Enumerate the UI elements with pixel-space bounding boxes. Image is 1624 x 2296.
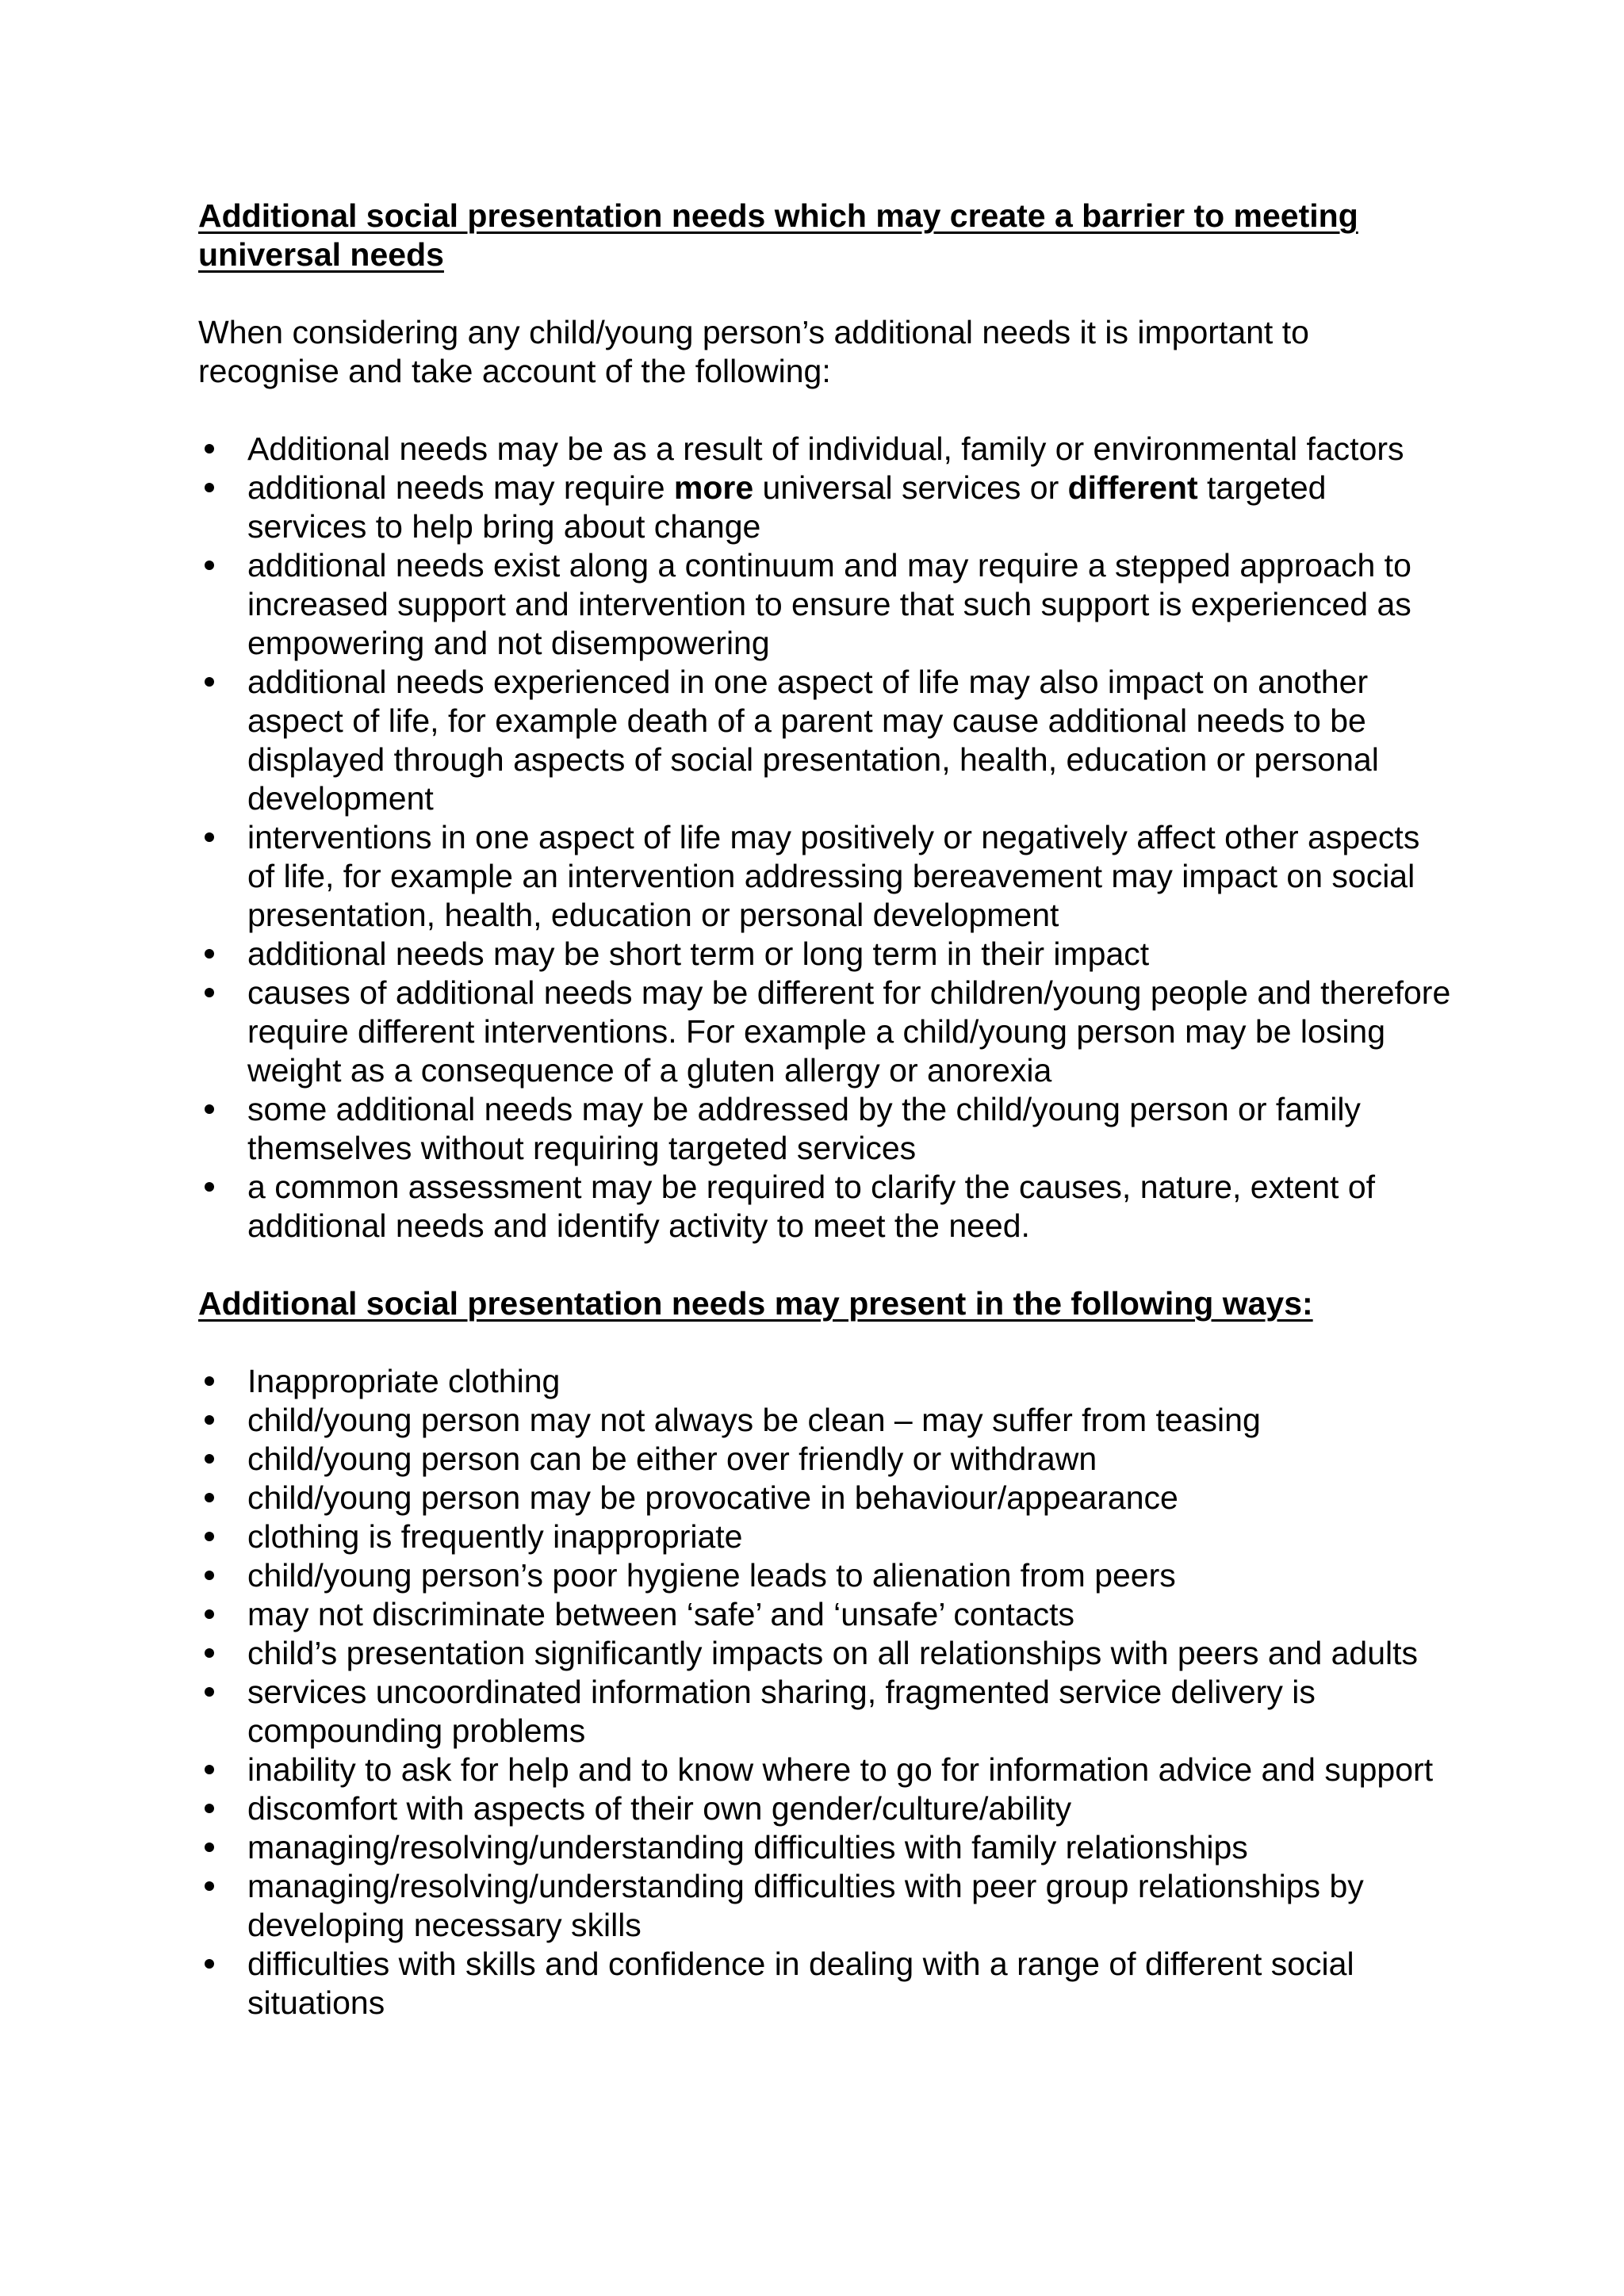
list-item [198, 430, 1451, 469]
bullet-icon [205, 677, 214, 687]
list-item [198, 1556, 1451, 1595]
bullet-icon [205, 1571, 214, 1580]
list-item-text: additional needs exist along a continuum and may require a stepped approach to increased support and intervention to ensure that such support is experienced as empowering and not disempowering [247, 547, 1411, 661]
bullet-icon [205, 1687, 214, 1697]
list-item [198, 818, 1451, 935]
bullet-icon [205, 1843, 214, 1852]
list-item-text: child/young person’s poor hygiene leads to alienation from peers [247, 1557, 1176, 1594]
list-item [198, 663, 1451, 818]
bullet-icon [205, 988, 214, 997]
list-item-text: Inappropriate clothing [247, 1363, 561, 1399]
list-item-text: clothing is frequently inappropriate [247, 1518, 743, 1555]
section-2-heading: Additional social presentation needs may present in the following ways: [198, 1285, 1313, 1322]
list-item [198, 1634, 1451, 1673]
section-1-intro: When considering any child/young person’s additional needs it is important to recognise and take account of the following: [198, 314, 1309, 389]
list-item [198, 935, 1451, 974]
list-item-text-middle: universal services or [753, 469, 1068, 506]
list-item-text: discomfort with aspects of their own gender/culture/ability [247, 1790, 1072, 1827]
list-item [198, 1789, 1451, 1828]
bullet-icon [205, 1532, 214, 1541]
list-item-text: child’s presentation significantly impacts on all relationships with peers and adults [247, 1635, 1419, 1671]
list-item-text: managing/resolving/understanding difficulties with peer group relationships by developing necessary skills [247, 1868, 1364, 1943]
list-item [198, 1828, 1451, 1867]
list-item [198, 1401, 1451, 1440]
section-2-bullet-list [198, 1362, 1451, 2022]
bullet-icon [205, 1881, 214, 1891]
list-item [198, 1090, 1451, 1168]
list-item-text: may not discriminate between ‘safe’ and ‘unsafe’ contacts [247, 1596, 1075, 1632]
list-item [198, 974, 1451, 1090]
list-item [198, 1751, 1451, 1789]
list-item-text: causes of additional needs may be different for children/young people and therefore require different interventions. For example a child/young person may be losing weight as a consequence of a gluten allergy or anorexia [247, 974, 1451, 1089]
list-item [198, 546, 1451, 663]
list-item-text: inability to ask for help and to know where to go for information advice and support [247, 1751, 1434, 1788]
bullet-icon [205, 832, 214, 842]
bullet-icon [205, 1804, 214, 1813]
document-page [198, 197, 1451, 2022]
list-item-text: additional needs may be short term or long term in their impact [247, 936, 1150, 972]
list-item [198, 1479, 1451, 1517]
list-item [198, 1440, 1451, 1479]
list-item-text: difficulties with skills and confidence in dealing with a range of different social situations [247, 1946, 1354, 2021]
list-item [198, 1362, 1451, 1401]
list-item-text: child/young person can be either over friendly or withdrawn [247, 1441, 1097, 1477]
bullet-icon [205, 483, 214, 492]
list-item-text: child/young person may be provocative in behaviour/appearance [247, 1479, 1178, 1516]
bullet-icon [205, 1376, 214, 1386]
list-item-text: child/young person may not always be clean – may suffer from teasing [247, 1402, 1261, 1438]
list-item-text: managing/resolving/understanding difficulties with family relationships [247, 1829, 1248, 1866]
list-item-text: services uncoordinated information sharing, fragmented service delivery is compounding problems [247, 1674, 1316, 1749]
bullet-icon [205, 1959, 214, 1969]
bullet-icon [205, 949, 214, 959]
bullet-icon [205, 1415, 214, 1425]
bullet-icon [205, 1454, 214, 1464]
section-1-heading: Additional social presentation needs which may create a barrier to meeting universal needs [198, 197, 1358, 273]
list-item [198, 1595, 1451, 1634]
bullet-icon [205, 1182, 214, 1192]
list-item-text-end: targeted services to help bring about change [247, 469, 1327, 545]
bullet-icon [205, 1609, 214, 1619]
list-item-text: Additional needs may be as a result of individual, family or environmental factors [247, 430, 1404, 467]
list-item-text: additional needs experienced in one aspect of life may also impact on another aspect of life, for example death of a parent may cause additional needs to be displayed through aspects of social presentation, health, education or personal development [247, 664, 1379, 817]
list-item-text: interventions in one aspect of life may positively or negatively affect other aspects of life, for example an intervention addressing bereavement may impact on social presentation, health, education or personal development [247, 819, 1420, 933]
section-1-bullet-list [198, 430, 1451, 1246]
bullet-icon [205, 1104, 214, 1114]
bullet-icon [205, 1648, 214, 1658]
bullet-icon [205, 444, 214, 453]
list-item-text: a common assessment may be required to clarify the causes, nature, extent of additional needs and identify activity to meet the need. [247, 1169, 1376, 1244]
bullet-icon [205, 1765, 214, 1774]
list-item [198, 1673, 1451, 1751]
list-item-text-start: additional needs may require [247, 469, 674, 506]
bullet-icon [205, 561, 214, 570]
list-item [198, 469, 1451, 546]
list-item [198, 1867, 1451, 1945]
bullet-icon [205, 1493, 214, 1502]
emphasis-different: different [1067, 469, 1198, 506]
list-item-text: some additional needs may be addressed by the child/young person or family themselves without requiring targeted services [247, 1091, 1361, 1166]
list-item [198, 1168, 1451, 1246]
emphasis-more: more [673, 469, 754, 506]
list-item [198, 1517, 1451, 1556]
list-item [198, 1945, 1451, 2022]
